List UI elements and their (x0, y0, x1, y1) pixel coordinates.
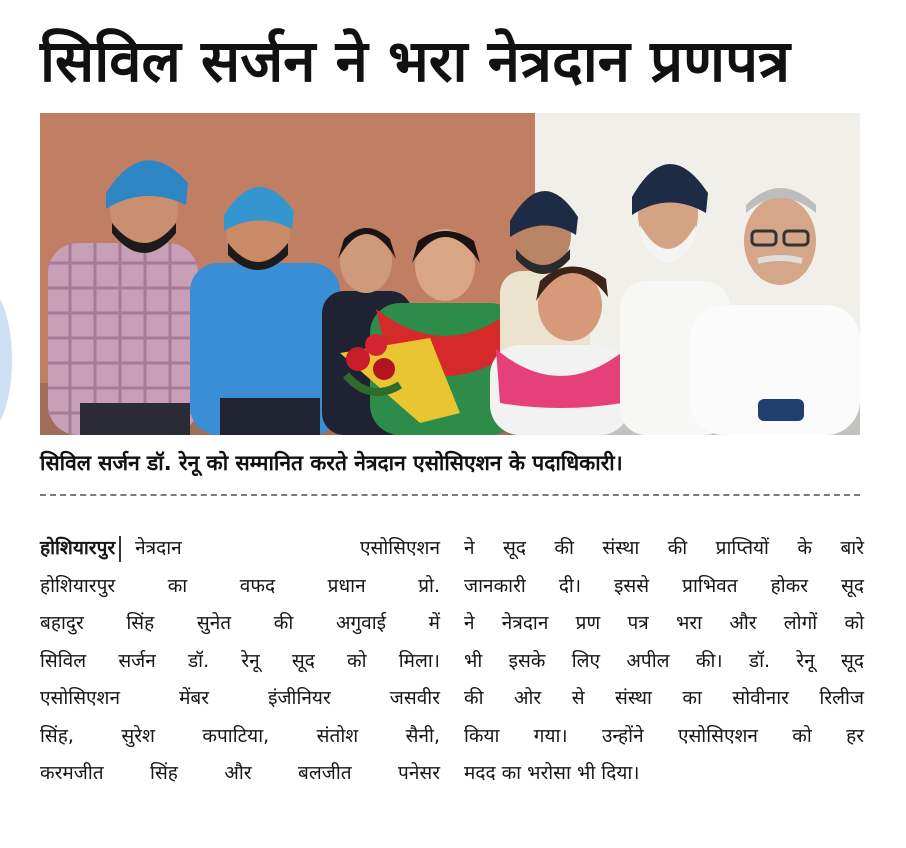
article-line: किया गया। उन्होंने एसोसिएशन को हर (464, 724, 864, 747)
article-column-right (464, 530, 864, 793)
news-photo-illustration (40, 113, 860, 435)
article-line: भी इसके लिए अपील की। डॉ. रेनू सूद (464, 649, 864, 672)
dateline: होशियारपुर (40, 537, 116, 559)
article-line: होशियारपुर नेत्रदान एसोसिएशन (40, 530, 440, 568)
news-photo (40, 113, 860, 435)
photo-caption: सिविल सर्जन डॉ. रेनू को सम्मानित करते नेत्रदान एसोसिएशन के पदाधिकारी। (40, 451, 623, 475)
article-line: ने नेत्रदान प्रण पत्र भरा और लोगों को (464, 612, 864, 634)
article-line: बहादुर सिंह सुनेत की अगुवाई में (40, 612, 440, 634)
article-line: सिंह, सुरेश कपाटिया, संतोश सैनी, (40, 724, 440, 747)
headline: सिविल सर्जन ने भरा नेत्रदान प्रणपत्र (40, 27, 791, 95)
article-line: होशियारपुर का वफद प्रधान प्रो. (40, 574, 440, 597)
article-line: मदद का भरोसा भी दिया। (464, 762, 640, 784)
article-line: एसोसिएशन मेंबर इंजीनियर जसवीर (40, 687, 440, 709)
edge-decoration (0, 290, 12, 430)
article-line: सिविल सर्जन डॉ. रेनू सूद को मिला। (40, 649, 440, 672)
article-line: करमजीत सिंह और बलजीत पनेसर (40, 762, 440, 784)
article-line: जानकारी दी। इससे प्राभिवत होकर सूद (464, 574, 864, 597)
article-column-left (40, 530, 440, 793)
dashed-divider (40, 494, 860, 496)
article-line: की ओर से संस्था का सोवीनार रिलीज (464, 687, 864, 709)
dateline-separator (119, 536, 121, 562)
article-line: ने सूद की संस्था की प्राप्तियों के बारे (464, 537, 864, 559)
